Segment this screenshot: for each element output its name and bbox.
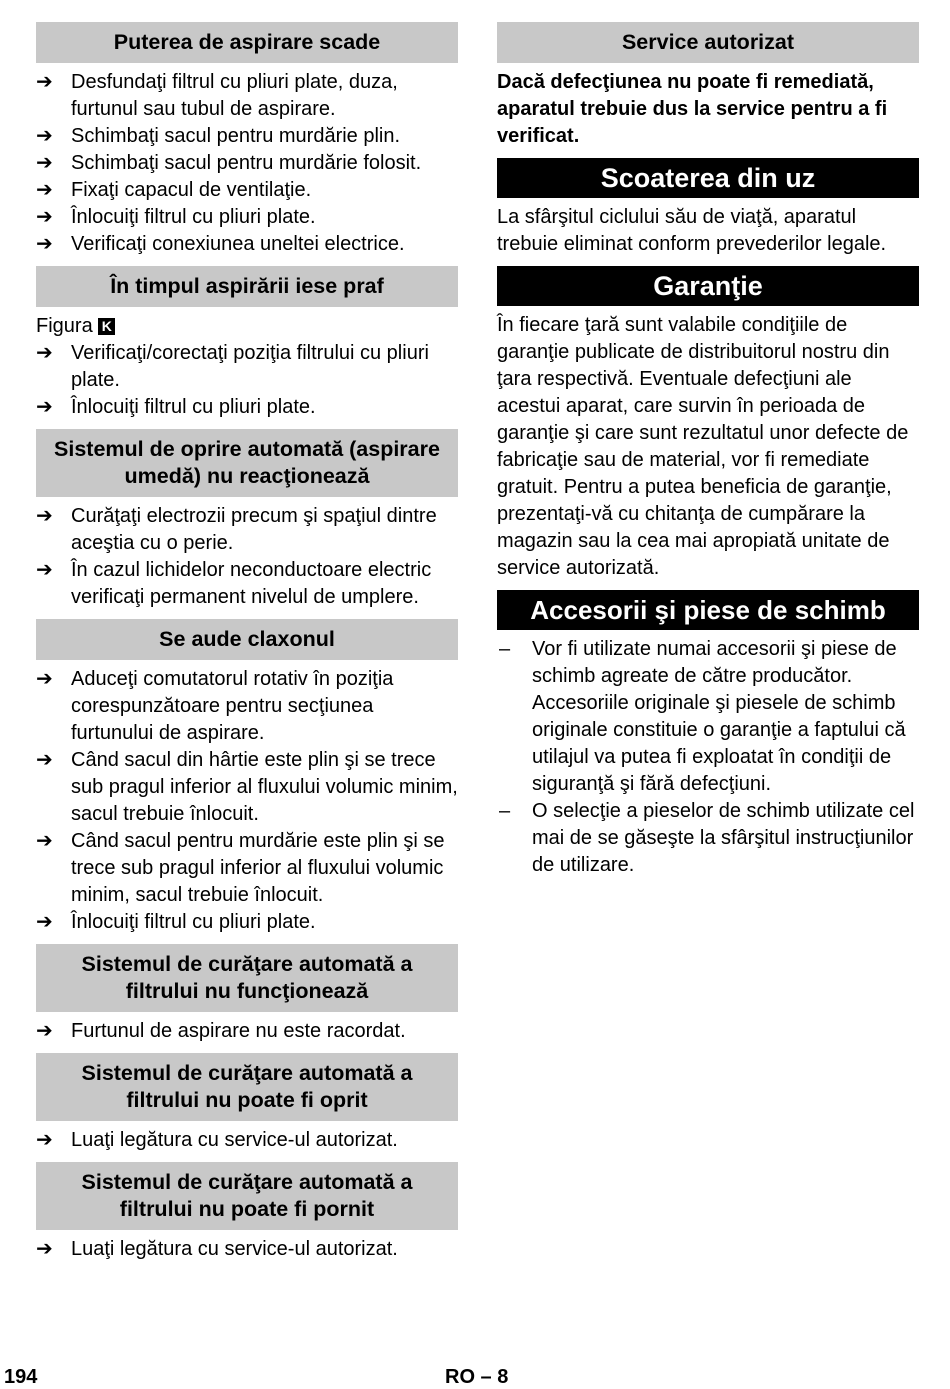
list-item: ➔ Verificaţi conexiunea uneltei electrice.: [36, 231, 458, 258]
arrow-icon: ➔: [36, 1129, 53, 1151]
list-item: ➔ Furtunul de aspirare nu este racordat.: [36, 1018, 458, 1045]
section-page-label: RO – 8: [445, 1366, 509, 1388]
list-accessories: [497, 636, 919, 879]
arrow-icon: ➔: [36, 505, 53, 527]
arrow-icon: ➔: [36, 233, 53, 255]
service-text: Dacă defecţiunea nu poate fi remediată, aparatul trebuie dus la service pentru a fi verificat.: [497, 71, 888, 147]
list-horn: [36, 666, 458, 936]
list-item: ➔ Înlocuiţi filtrul cu pliuri plate.: [36, 909, 458, 936]
arrow-icon: ➔: [36, 342, 53, 364]
arrow-icon: ➔: [36, 179, 53, 201]
list-suction-power: [36, 69, 458, 258]
arrow-icon: ➔: [36, 749, 53, 771]
arrow-icon: ➔: [36, 1238, 53, 1260]
list-item: ➔ Înlocuiţi filtrul cu pliuri plate.: [36, 394, 458, 421]
arrow-icon: ➔: [36, 559, 53, 581]
section-heading-filter-cleaning-cannot-start: Sistemul de curăţare automată a filtrului nu poate fi pornit: [36, 1162, 458, 1230]
warranty-text: În fiecare ţară sunt valabile condiţiile de garanţie publicate de distribuitorul nostru din ţara respectivă. Eventuale defecţiuni ale acestui aparat, care survin în perioada de garanţie şi care sunt rezultatul unor defecte de fabricaţie sau de material, vor fi remediate gratuit. Pentru a putea beneficia de garanţie, prezentaţi-vă cu chitanţa de cumpărare la magazin sau la cea mai apropiată unitate de service autorizată.: [497, 314, 909, 579]
section-heading-authorized-service: Service autorizat: [497, 22, 919, 63]
figure-reference: Figura K: [36, 313, 458, 340]
section-heading-accessories: Accesorii şi piese de schimb: [497, 590, 919, 630]
section-heading-disposal: Scoaterea din uz: [497, 158, 919, 198]
section-heading-filter-cleaning-not-working: Sistemul de curăţare automată a filtrului nu funcţionează: [36, 944, 458, 1012]
list-item: ➔ Înlocuiţi filtrul cu pliuri plate.: [36, 204, 458, 231]
list-item: ➔ Când sacul din hârtie este plin şi se trece sub pragul inferior al fluxului volumic minim, sacul trebuie înlocuit.: [36, 749, 458, 825]
list-item: ➔ Fixaţi capacul de ventilaţie.: [36, 177, 458, 204]
section-heading-filter-cleaning-cannot-stop: Sistemul de curăţare automată a filtrului nu poate fi oprit: [36, 1053, 458, 1121]
list-auto-shutoff: [36, 503, 458, 611]
section-heading-suction-power: Puterea de aspirare scade: [36, 22, 458, 63]
section-heading-auto-shutoff: Sistemul de oprire automată (aspirare umedă) nu reacţionează: [36, 429, 458, 497]
list-item: ➔ Luaţi legătura cu service-ul autorizat.: [36, 1127, 458, 1154]
arrow-icon: ➔: [36, 206, 53, 228]
section-heading-horn: Se aude claxonul: [36, 619, 458, 660]
list-item: ➔ Luaţi legătura cu service-ul autorizat.: [36, 1236, 458, 1263]
list-item: ➔ Verificaţi/corectaţi poziţia filtrului cu pliuri plate.: [36, 342, 429, 391]
arrow-icon: ➔: [36, 71, 53, 93]
disposal-text: La sfârşitul ciclului său de viaţă, aparatul trebuie eliminat conform prevederilor legale.: [497, 206, 887, 255]
list-dust-escapes: [36, 340, 458, 421]
list-item: ➔ Aduceţi comutatorul rotativ în poziţia corespunzătoare pentru secţiunea furtunului de aspirare.: [36, 668, 394, 744]
list-item: ➔ În cazul lichidelor neconductoare electric verificaţi permanent nivelul de umplere.: [36, 559, 432, 608]
arrow-icon: ➔: [36, 830, 53, 852]
arrow-icon: ➔: [36, 1020, 53, 1042]
list-filter-cleaning-not-working: [36, 1018, 458, 1045]
list-item: – Vor fi utilizate numai accesorii şi piese de schimb agreate de către producător. Accesoriile originale şi piesele de schimb originale constituie o garanţie a faptului că utilajul va putea fi exploatat în condiţii de siguranţă şi fără defecţiuni.: [499, 638, 906, 795]
left-column: [36, 22, 458, 1271]
list-item: ➔ Schimbaţi sacul pentru murdărie folosit.: [36, 150, 458, 177]
arrow-icon: ➔: [36, 125, 53, 147]
section-heading-dust-escapes: În timpul aspirării iese praf: [36, 266, 458, 307]
list-item: ➔ Schimbaţi sacul pentru murdărie plin.: [36, 123, 458, 150]
list-item: ➔ Curăţaţi electrozii precum şi spaţiul dintre aceştia cu o perie.: [36, 505, 437, 554]
arrow-icon: ➔: [36, 911, 53, 933]
arrow-icon: ➔: [36, 152, 53, 174]
list-filter-cleaning-cannot-start: [36, 1236, 458, 1263]
figure-letter-icon: K: [98, 318, 115, 335]
dash-icon: –: [499, 800, 511, 822]
dash-icon: –: [499, 638, 511, 660]
arrow-icon: ➔: [36, 396, 53, 418]
list-filter-cleaning-cannot-stop: [36, 1127, 458, 1154]
section-heading-warranty: Garanţie: [497, 266, 919, 306]
page-number: 194: [4, 1366, 38, 1388]
list-item: – O selecţie a pieselor de schimb utilizate cel mai de se găseşte la sfârşitul instrucţiunilor de utilizare.: [499, 800, 915, 876]
arrow-icon: ➔: [36, 668, 53, 690]
list-item: ➔ Desfundaţi filtrul cu pliuri plate, duza, furtunul sau tubul de aspirare.: [36, 71, 398, 120]
list-item: ➔ Când sacul pentru murdărie este plin şi se trece sub pragul inferior al fluxului volumic minim, sacul trebuie înlocuit.: [36, 830, 445, 906]
right-column: [497, 22, 919, 887]
